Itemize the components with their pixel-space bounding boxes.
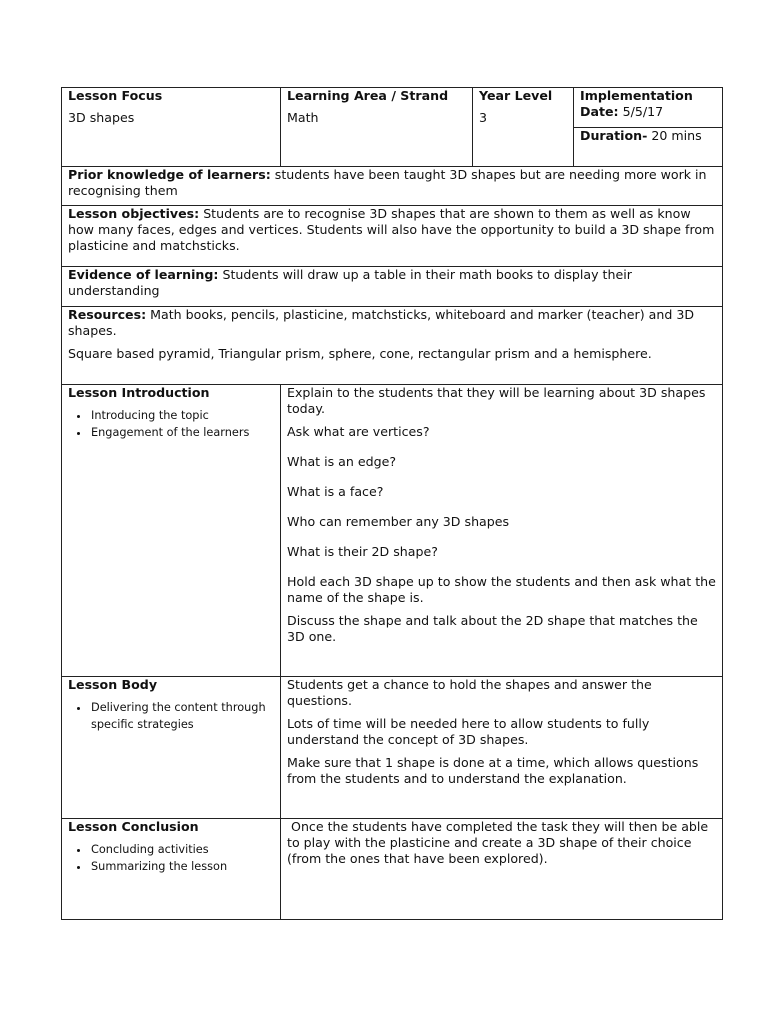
evidence-label: Evidence of learning: [68,267,219,282]
year-level-value: 3 [479,110,488,125]
conclusion-bullets [68,841,274,875]
body-bullets [68,699,274,733]
prior-knowledge-text: students have been taught 3D shapes but are needing more work in recognising them [68,167,707,198]
introduction-label: Lesson Introduction [68,385,210,400]
conclusion-label-cell [62,819,281,920]
conclusion-label: Lesson Conclusion [68,819,199,834]
learning-area-value: Math [287,110,319,125]
objectives-text: Students are to recognise 3D shapes that are shown to them as well as know how many faces, edges and vertices. Students will also have the opportunity to build a 3D shape from plasticine and matchsticks. [68,206,715,253]
introduction-paragraph: What is an edge? [287,454,397,469]
lesson-plan-table [61,87,723,920]
conclusion-content-cell [281,819,723,920]
learning-area-cell [281,88,473,167]
body-label-cell [62,677,281,819]
duration-label: Duration- [580,128,648,143]
list-item: • Delivering the content through specific strategies [90,699,274,733]
introduction-label-cell [62,385,281,677]
resources-text: Math books, pencils, plasticine, matchsticks, whiteboard and marker (teacher) and 3D shapes. [68,307,695,338]
lesson-focus-label: Lesson Focus [68,88,163,103]
objectives-label: Lesson objectives: [68,206,200,221]
lesson-focus-cell [62,88,281,167]
year-level-label: Year Level [479,88,553,103]
introduction-content-cell [281,385,723,677]
introduction-paragraph: What is their 2D shape? [287,544,438,559]
introduction-bullets [68,407,274,441]
implementation-label: Implementation Date: [580,88,693,119]
resources-cell [62,307,723,385]
prior-knowledge-cell [62,167,723,206]
introduction-paragraph: Ask what are vertices? [287,424,430,439]
introduction-paragraph: Explain to the students that they will be learning about 3D shapes today. [287,385,706,416]
year-level-cell [473,88,574,167]
list-item: • Summarizing the lesson [90,858,274,875]
duration-value: 20 mins [651,128,702,143]
evidence-text: Students will draw up a table in their math books to display their understanding [68,267,632,298]
list-item: • Concluding activities [90,841,274,858]
introduction-paragraph: Who can remember any 3D shapes [287,514,510,529]
implementation-cell [574,88,723,128]
objectives-cell [62,206,723,267]
duration-cell [574,128,723,167]
list-item: • Introducing the topic [90,407,274,424]
conclusion-paragraph: Once the students have completed the task they will then be able to play with the plasticine and create a 3D shape of their choice (from the ones that have been explored). [287,819,713,866]
prior-knowledge-label: Prior knowledge of learners: [68,167,271,182]
introduction-paragraph: What is a face? [287,484,384,499]
body-paragraph: Students get a chance to hold the shapes and answer the questions. [287,677,652,708]
resources-shapes: Square based pyramid, Triangular prism, sphere, cone, rectangular prism and a hemisphere. [68,346,652,361]
body-label: Lesson Body [68,677,158,692]
lesson-focus-value: 3D shapes [68,110,135,125]
body-content-cell [281,677,723,819]
introduction-paragraph: Hold each 3D shape up to show the students and then ask what the name of the shape is. [287,574,716,605]
evidence-cell [62,267,723,307]
list-item: • Engagement of the learners [90,424,274,441]
learning-area-label: Learning Area / Strand [287,88,449,103]
implementation-date: 5/5/17 [622,104,664,119]
body-paragraph: Make sure that 1 shape is done at a time, which allows questions from the students and to understand the explanation. [287,755,699,786]
body-paragraph: Lots of time will be needed here to allow students to fully understand the concept of 3D shapes. [287,716,650,747]
introduction-paragraph: Discuss the shape and talk about the 2D shape that matches the 3D one. [287,613,698,644]
resources-label: Resources: [68,307,147,322]
